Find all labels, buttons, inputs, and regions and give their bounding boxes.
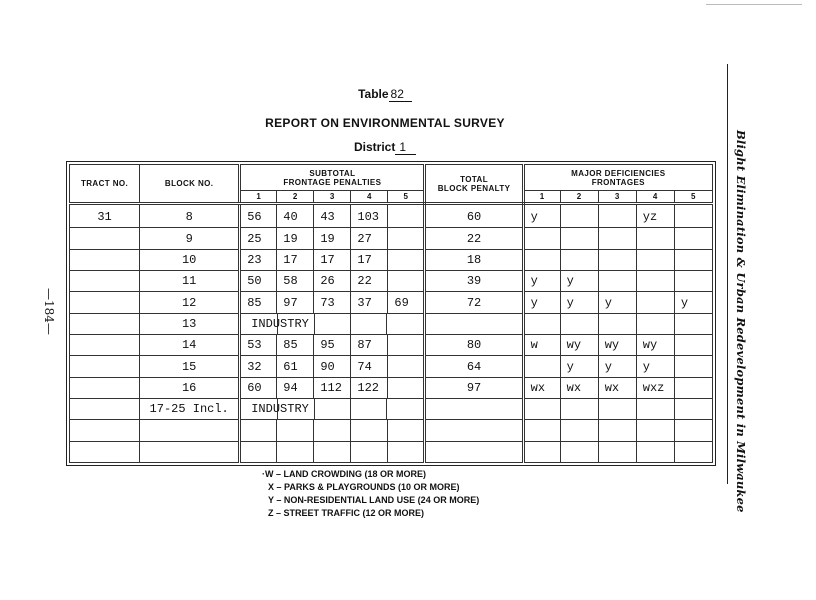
table-row <box>70 271 713 292</box>
frontage-cell: 90 <box>314 356 351 377</box>
deficiency-cell <box>560 420 598 441</box>
tract-cell <box>70 441 140 462</box>
frontage-cell: 43 <box>314 204 351 228</box>
legend-item: X – PARKS & PLAYGROUNDS (10 OR MORE) <box>268 482 460 492</box>
frontage-cell: 17 <box>351 249 388 270</box>
header-deficiency-number: 3 <box>598 191 636 204</box>
deficiency-cell <box>598 271 636 292</box>
tract-cell <box>70 399 140 420</box>
deficiency-cell: wx <box>598 377 636 398</box>
header-total-line1: TOTAL <box>460 174 489 184</box>
frontage-cell <box>240 441 277 462</box>
block-cell: 14 <box>140 335 240 356</box>
header-block: BLOCK NO. <box>140 165 240 204</box>
frontage-cell: 17 <box>277 249 314 270</box>
deficiency-cell <box>523 249 560 270</box>
deficiency-cell <box>636 313 674 334</box>
block-cell: 11 <box>140 271 240 292</box>
header-major-line1: MAJOR DEFICIENCIES <box>571 168 666 178</box>
deficiency-cell <box>598 420 636 441</box>
frontage-cell: 112 <box>314 377 351 398</box>
legend <box>262 468 479 520</box>
frontage-cell: 58 <box>277 271 314 292</box>
frontage-cell: 122 <box>351 377 388 398</box>
header-frontage-number: 2 <box>277 191 314 204</box>
table-row <box>70 356 713 377</box>
block-cell: 10 <box>140 249 240 270</box>
legend-item: Z – STREET TRAFFIC (12 OR MORE) <box>268 508 425 518</box>
deficiency-cell: wx <box>523 377 560 398</box>
district-number: 1 <box>395 140 416 155</box>
frontage-cell: 22 <box>351 271 388 292</box>
total-cell <box>425 399 523 420</box>
frontage-cell: 40 <box>277 204 314 228</box>
deficiency-cell: wx <box>560 377 598 398</box>
total-cell: 60 <box>425 204 523 228</box>
deficiency-cell: y <box>523 204 560 228</box>
table-row <box>70 335 713 356</box>
frontage-cell: 60 <box>240 377 277 398</box>
deficiency-cell: w <box>523 335 560 356</box>
deficiency-cell: wxz <box>636 377 674 398</box>
block-cell: 16 <box>140 377 240 398</box>
header-frontage-number: 4 <box>351 191 388 204</box>
deficiency-cell <box>674 420 712 441</box>
industry-label: INDUSTRY <box>251 402 309 416</box>
deficiency-cell <box>523 441 560 462</box>
header-total-line2: BLOCK PENALTY <box>437 183 511 193</box>
frontage-cell: 97 <box>277 292 314 313</box>
deficiency-cell <box>674 356 712 377</box>
frontage-cell <box>314 420 351 441</box>
tract-cell <box>70 249 140 270</box>
deficiency-cell: y <box>523 271 560 292</box>
table-row <box>70 228 713 249</box>
deficiency-cell <box>636 228 674 249</box>
deficiency-cell <box>674 399 712 420</box>
frontage-cell <box>388 249 425 270</box>
tract-cell: 31 <box>70 204 140 228</box>
block-cell: 8 <box>140 204 240 228</box>
frontage-cell <box>388 377 425 398</box>
deficiency-cell <box>560 399 598 420</box>
total-cell <box>425 441 523 462</box>
deficiency-cell <box>674 377 712 398</box>
frontage-cell: 56 <box>240 204 277 228</box>
frontage-cell <box>388 356 425 377</box>
frontage-cell <box>314 441 351 462</box>
frontage-cell: 69 <box>388 292 425 313</box>
frontage-cell <box>388 441 425 462</box>
deficiency-cell <box>598 399 636 420</box>
block-cell: 13 <box>140 313 240 334</box>
deficiency-cell <box>636 441 674 462</box>
deficiency-cell <box>674 441 712 462</box>
table-row <box>70 249 713 270</box>
deficiency-cell <box>674 335 712 356</box>
tract-cell <box>70 271 140 292</box>
table-number: 82 <box>389 87 412 102</box>
deficiency-cell: y <box>560 292 598 313</box>
industry-cell <box>240 313 425 334</box>
block-cell: 15 <box>140 356 240 377</box>
total-cell: 39 <box>425 271 523 292</box>
deficiency-cell <box>674 228 712 249</box>
corner-rule <box>706 4 802 5</box>
frontage-cell <box>388 420 425 441</box>
table-label: Table <box>358 87 389 101</box>
frontage-cell: 103 <box>351 204 388 228</box>
table-row <box>70 204 713 228</box>
district-label: District <box>353 140 396 154</box>
header-deficiency-number: 4 <box>636 191 674 204</box>
block-cell: 9 <box>140 228 240 249</box>
frontage-cell: 37 <box>351 292 388 313</box>
legend-item: Y – NON-RESIDENTIAL LAND USE (24 OR MORE) <box>268 495 480 505</box>
district-line <box>0 140 770 154</box>
total-cell: 18 <box>425 249 523 270</box>
header-subtotal-line1: SUBTOTAL <box>309 168 356 178</box>
deficiency-cell <box>523 313 560 334</box>
total-cell <box>425 313 523 334</box>
deficiency-cell <box>636 420 674 441</box>
block-cell: 12 <box>140 292 240 313</box>
deficiency-cell <box>523 228 560 249</box>
tract-cell <box>70 335 140 356</box>
deficiency-cell: wy <box>560 335 598 356</box>
frontage-cell: 17 <box>314 249 351 270</box>
frontage-cell: 61 <box>277 356 314 377</box>
tract-cell <box>70 420 140 441</box>
deficiency-cell <box>636 249 674 270</box>
frontage-cell: 53 <box>240 335 277 356</box>
header-major-line2: FRONTAGES <box>591 177 645 187</box>
header-frontage-number: 3 <box>314 191 351 204</box>
industry-cell <box>240 399 425 420</box>
tract-cell <box>70 228 140 249</box>
industry-label: INDUSTRY <box>251 316 309 331</box>
deficiency-cell <box>598 313 636 334</box>
deficiency-cell: y <box>560 271 598 292</box>
header-tract: TRACT NO. <box>70 165 140 204</box>
deficiency-cell: y <box>598 292 636 313</box>
deficiency-cell <box>560 204 598 228</box>
frontage-cell <box>277 441 314 462</box>
frontage-cell: 25 <box>240 228 277 249</box>
frontage-cell: 19 <box>314 228 351 249</box>
frontage-cell: 73 <box>314 292 351 313</box>
survey-table <box>66 161 716 466</box>
deficiency-cell: yz <box>636 204 674 228</box>
running-head: Blight Elimination & Urban Redevelopment in Milwaukee <box>734 130 748 513</box>
deficiency-cell <box>674 249 712 270</box>
header-subtotal-line2: FRONTAGE PENALTIES <box>283 177 382 187</box>
tract-cell <box>70 313 140 334</box>
total-cell: 97 <box>425 377 523 398</box>
legend-item: ·W – LAND CROWDING (18 OR MORE) <box>262 469 426 479</box>
side-rule <box>727 64 728 484</box>
frontage-cell <box>388 204 425 228</box>
deficiency-cell <box>560 228 598 249</box>
deficiency-cell <box>674 313 712 334</box>
frontage-cell: 23 <box>240 249 277 270</box>
block-cell <box>140 420 240 441</box>
deficiency-cell: y <box>560 356 598 377</box>
frontage-cell: 26 <box>314 271 351 292</box>
deficiency-cell <box>523 356 560 377</box>
frontage-cell: 85 <box>240 292 277 313</box>
deficiency-cell <box>636 271 674 292</box>
frontage-cell: 95 <box>314 335 351 356</box>
block-cell <box>140 441 240 462</box>
frontage-cell <box>240 420 277 441</box>
deficiency-cell: wy <box>598 335 636 356</box>
header-major <box>523 165 712 191</box>
frontage-cell <box>277 420 314 441</box>
deficiency-cell <box>598 228 636 249</box>
frontage-cell: 27 <box>351 228 388 249</box>
tract-cell <box>70 292 140 313</box>
deficiency-cell <box>560 249 598 270</box>
table-row <box>70 399 713 420</box>
total-cell: 22 <box>425 228 523 249</box>
page-number: —184— <box>42 288 56 335</box>
deficiency-cell: y <box>598 356 636 377</box>
deficiency-cell <box>598 204 636 228</box>
header-frontage-number: 5 <box>388 191 425 204</box>
deficiency-cell <box>560 441 598 462</box>
deficiency-cell <box>523 399 560 420</box>
frontage-cell: 85 <box>277 335 314 356</box>
header-frontage-number: 1 <box>240 191 277 204</box>
frontage-cell <box>388 335 425 356</box>
deficiency-cell: wy <box>636 335 674 356</box>
frontage-cell <box>351 420 388 441</box>
table-row <box>70 441 713 462</box>
table-row <box>70 313 713 334</box>
total-cell: 72 <box>425 292 523 313</box>
deficiency-cell <box>636 292 674 313</box>
deficiency-cell <box>636 399 674 420</box>
header-total <box>425 165 523 204</box>
deficiency-cell: y <box>674 292 712 313</box>
frontage-cell <box>388 228 425 249</box>
deficiency-cell <box>674 204 712 228</box>
deficiency-cell <box>674 271 712 292</box>
deficiency-cell <box>560 313 598 334</box>
frontage-cell: 74 <box>351 356 388 377</box>
deficiency-cell: y <box>636 356 674 377</box>
frontage-cell: 19 <box>277 228 314 249</box>
frontage-cell <box>351 441 388 462</box>
table-row <box>70 292 713 313</box>
table-row <box>70 420 713 441</box>
deficiency-cell <box>598 249 636 270</box>
table-title <box>0 87 770 101</box>
frontage-cell: 50 <box>240 271 277 292</box>
header-subtotal <box>240 165 425 191</box>
total-cell: 64 <box>425 356 523 377</box>
deficiency-cell: y <box>523 292 560 313</box>
total-cell <box>425 420 523 441</box>
tract-cell <box>70 356 140 377</box>
frontage-cell: 32 <box>240 356 277 377</box>
frontage-cell <box>388 271 425 292</box>
frontage-cell: 94 <box>277 377 314 398</box>
header-deficiency-number: 5 <box>674 191 712 204</box>
deficiency-cell <box>523 420 560 441</box>
frontage-cell: 87 <box>351 335 388 356</box>
total-cell: 80 <box>425 335 523 356</box>
tract-cell <box>70 377 140 398</box>
deficiency-cell <box>598 441 636 462</box>
report-title: REPORT ON ENVIRONMENTAL SURVEY <box>265 116 505 130</box>
table-row <box>70 377 713 398</box>
header-deficiency-number: 1 <box>523 191 560 204</box>
header-deficiency-number: 2 <box>560 191 598 204</box>
block-cell: 17-25 Incl. <box>140 399 240 420</box>
